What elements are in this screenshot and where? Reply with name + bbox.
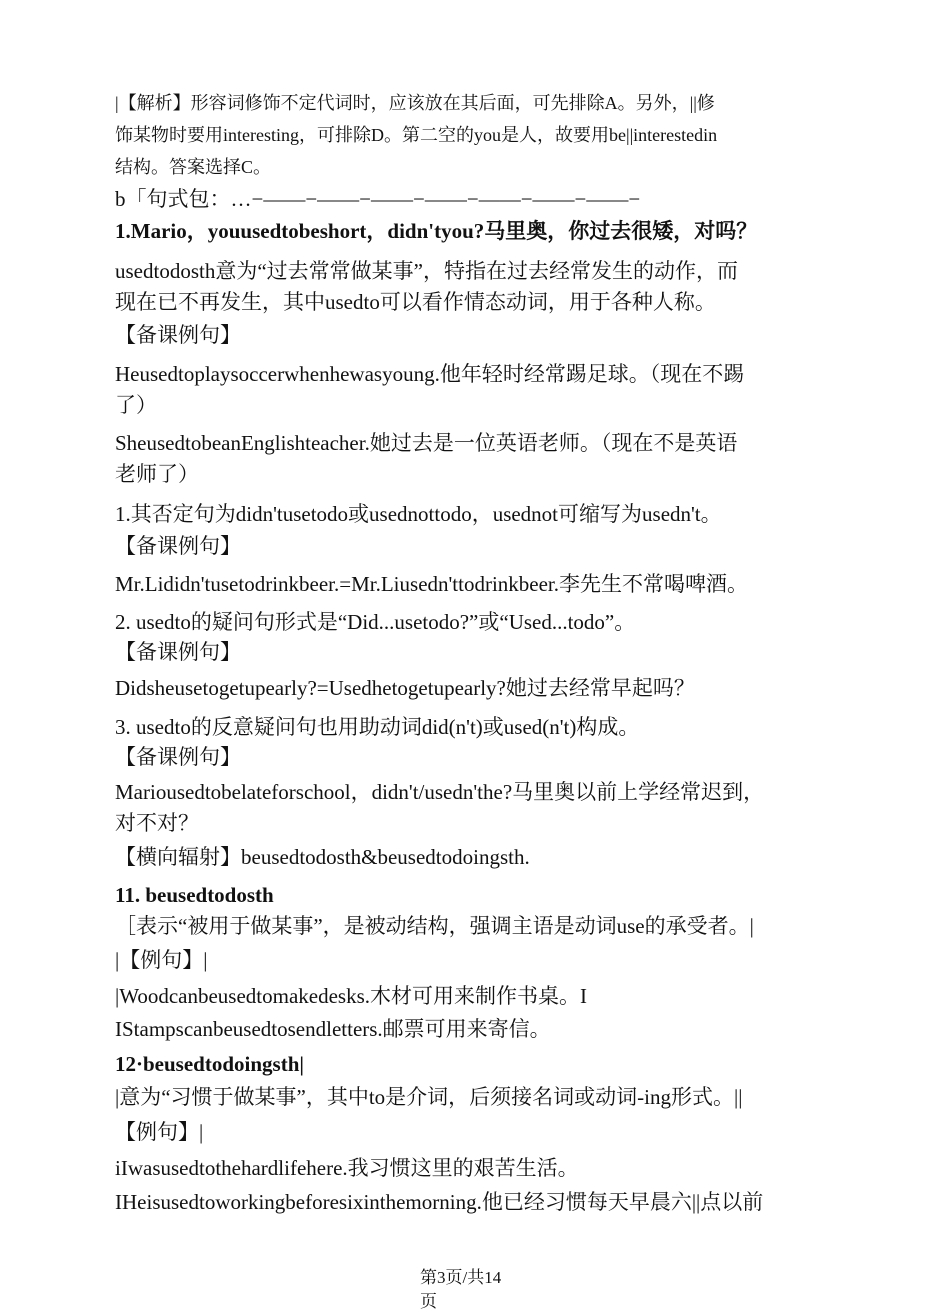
page-number-suffix: 页 <box>420 1292 437 1311</box>
example-heading: 【备课例句】 <box>115 745 241 769</box>
example-heading: 【备课例句】 <box>115 323 241 347</box>
sentence-1-title: 1.Mario，youusedtobeshort，didn'tyou?马里奥，你过去很矮，对吗？ <box>115 219 758 243</box>
example-line: Didsheusetogetupearly?=Usedhetogetupearly?她过去经常早起吗？ <box>115 676 695 700</box>
item-12-title: 12·beusedtodoingsth| <box>115 1052 305 1076</box>
example-line: 老师了） <box>115 462 199 486</box>
example-line: 对不对？ <box>115 811 199 835</box>
example-line: IStampscanbeusedtosendletters.邮票可用来寄信。 <box>115 1017 551 1041</box>
item-11-title: 11. beusedtodosth <box>115 883 274 907</box>
example-heading: 【例句】| <box>115 1120 204 1144</box>
sentence-pack-heading: b「句式包：…−——−——−——−——−——−——−——− <box>115 187 641 211</box>
example-line: iIwasusedtothehardlifehere.我习惯这里的艰苦生活。 <box>115 1156 579 1180</box>
analysis-line-2: 饰某物时要用interesting，可排除D。第二空的you是人，故要用be||interestedin <box>115 125 718 145</box>
example-line: |Woodcanbeusedtomakedesks.木材可用来制作书桌。I <box>115 984 588 1008</box>
analysis-line-1: |【解析】形容词修饰不定代词时，应该放在其后面，可先排除A。另外，||修 <box>115 93 715 113</box>
rule-3-tag-question: 3. usedto的反意疑问句也用助动词did(n't)或used(n't)构成。 <box>115 715 640 739</box>
item-11-meaning: ［表示“被用于做某事”，是被动结构，强调主语是动词use的承受者。| <box>115 914 754 938</box>
item-12-meaning: |意为“习惯于做某事”，其中to是介词，后须接名词或动词-ing形式。|| <box>115 1085 743 1109</box>
rule-2-question: 2. usedto的疑问句形式是“Did...usetodo?”或“Used...todo”。 <box>115 610 636 634</box>
example-line: IHeisusedtoworkingbeforesixinthemorning.他已经习惯每天早晨六||点以前 <box>115 1190 764 1214</box>
example-line: 了） <box>115 393 157 417</box>
explanation-line-1: usedtodosth意为“过去常常做某事”，特指在过去经常发生的动作，而 <box>115 259 738 283</box>
horizontal-radiation-heading: 【横向辐射】beusedtodosth&beusedtodoingsth. <box>115 845 530 869</box>
analysis-line-3: 结构。答案选择C。 <box>115 157 272 177</box>
example-line: Heusedtoplaysoccerwhenhewasyoung.他年轻时经常踢足球。（现在不踢 <box>115 362 745 386</box>
example-line: Mr.Lididn'tusetodrinkbeer.=Mr.Liusedn'ttodrinkbeer.李先生不常喝啤酒。 <box>115 572 749 596</box>
explanation-line-2: 现在已不再发生，其中usedto可以看作情态动词，用于各种人称。 <box>115 290 716 314</box>
example-line: Mariousedtobelateforschool，didn't/usedn'the?马里奥以前上学经常迟到， <box>115 780 765 804</box>
example-heading: 【备课例句】 <box>115 534 241 558</box>
page-number: 第3页/共14 <box>420 1268 502 1287</box>
example-heading: |【例句】| <box>115 948 208 972</box>
example-heading: 【备课例句】 <box>115 640 241 664</box>
rule-1-negative: 1.其否定句为didn'tusetodo或usednottodo，usednot可缩写为usedn't。 <box>115 502 722 526</box>
example-line: SheusedtobeanEnglishteacher.她过去是一位英语老师。（现在不是英语 <box>115 431 738 455</box>
